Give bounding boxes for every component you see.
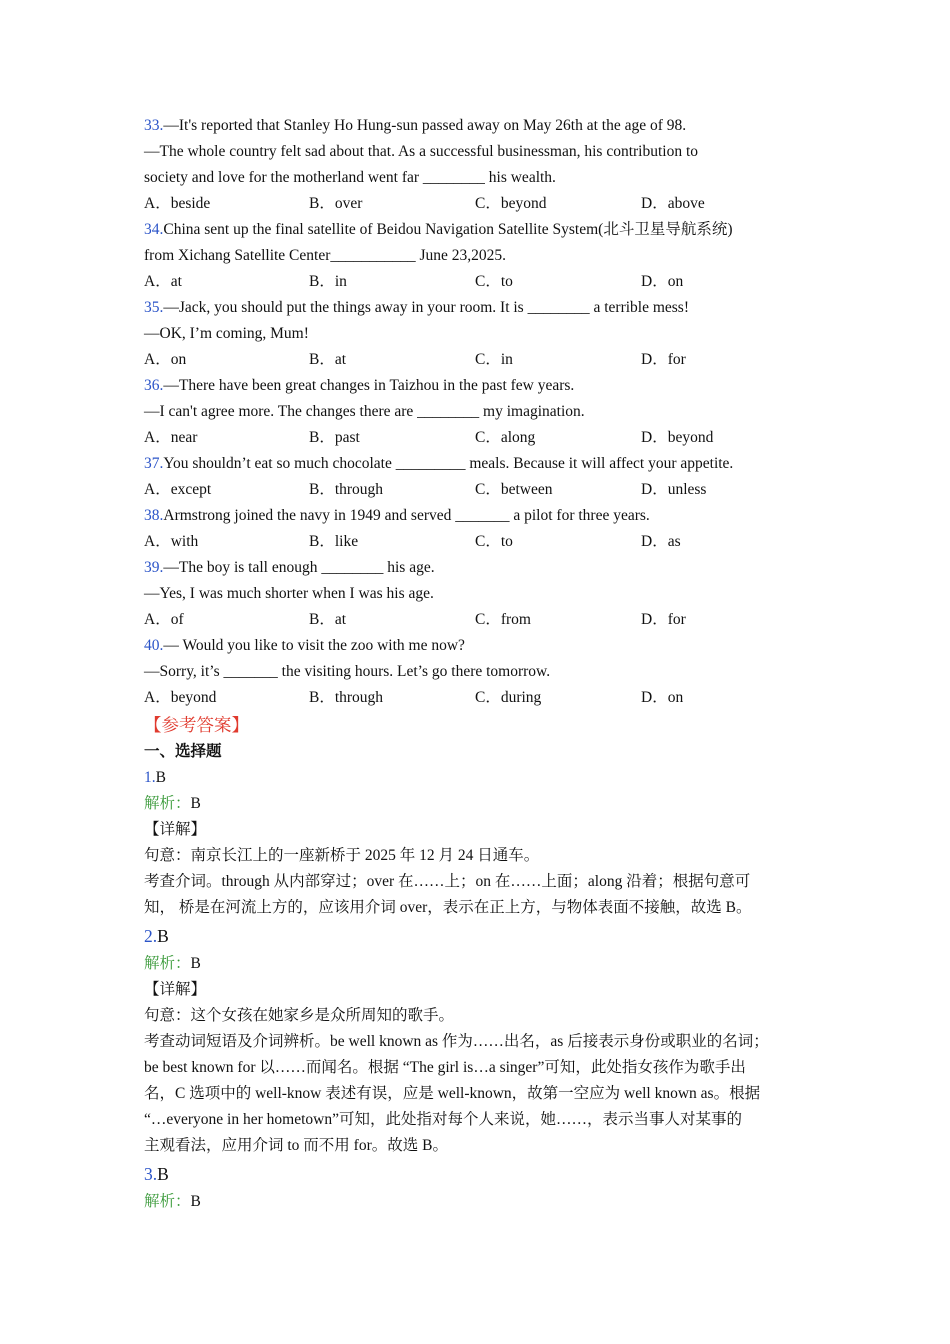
option-b: B．past bbox=[309, 429, 360, 446]
option-a: A．except bbox=[144, 481, 212, 498]
question-text: You shouldn’t eat so much chocolate _________ meals. Because it will affect your appetite. bbox=[163, 455, 734, 472]
option-c: C．to bbox=[475, 273, 513, 290]
explanation-line: 知， 桥是在河流上方的，应该用介词 over，表示在正上方，与物体表面不接触，故选 B。 bbox=[144, 899, 752, 916]
analysis-value: B bbox=[190, 1193, 201, 1210]
explanation-line: 句意：南京长江上的一座新桥于 2025 年 12 月 24 日通车。 bbox=[144, 847, 540, 864]
option-c: C．during bbox=[475, 689, 542, 706]
question-line bbox=[144, 165, 824, 191]
question-block bbox=[144, 503, 824, 555]
question-number: 35. bbox=[144, 299, 164, 316]
question-number: 36. bbox=[144, 377, 164, 394]
question-line bbox=[144, 243, 824, 269]
option-d: D．beyond bbox=[641, 429, 714, 446]
question-line bbox=[144, 217, 824, 243]
option-a: A．at bbox=[144, 273, 182, 290]
option-a: A．with bbox=[144, 533, 199, 550]
answer-number: 3. bbox=[144, 1164, 158, 1184]
options-row bbox=[144, 269, 824, 295]
detail-label: 【详解】 bbox=[144, 981, 207, 998]
question-block bbox=[144, 373, 824, 451]
question-text: —There have been great changes in Taizhou in the past few years. bbox=[163, 377, 575, 394]
question-text: —OK, I’m coming, Mum! bbox=[144, 325, 309, 342]
option-c: C．to bbox=[475, 533, 513, 550]
answer-section-subtitle: 一、选择题 bbox=[144, 743, 222, 760]
explanation-line: 主观看法，应用介词 to 而不用 for。故选 B。 bbox=[144, 1137, 448, 1154]
document-content bbox=[144, 113, 824, 1215]
option-d: D．for bbox=[641, 611, 686, 628]
analysis-label: 解析： bbox=[144, 1193, 191, 1210]
options-row bbox=[144, 529, 824, 555]
answer-section-title: 【参考答案】 bbox=[144, 715, 249, 735]
detail-label: 【详解】 bbox=[144, 821, 207, 838]
answer-number: 1. bbox=[144, 769, 156, 786]
explanation-line: 名，C 选项中的 well-know 表述有误，应是 well-known，故第一空应为 well known as。根据 bbox=[144, 1085, 761, 1102]
analysis-line bbox=[144, 951, 824, 977]
options-row bbox=[144, 425, 824, 451]
option-d: D．above bbox=[641, 195, 705, 212]
answer-heading bbox=[144, 765, 824, 791]
analysis-line bbox=[144, 1189, 824, 1215]
question-number: 39. bbox=[144, 559, 164, 576]
question-line bbox=[144, 555, 824, 581]
explanation-line: 考查介词。through 从内部穿过；over 在……上；on 在……上面；along 沿着；根据句意可 bbox=[144, 873, 751, 890]
answer-block bbox=[144, 765, 824, 921]
options-row bbox=[144, 347, 824, 373]
option-c: C．from bbox=[475, 611, 531, 628]
option-a: A．of bbox=[144, 611, 184, 628]
option-b: B．through bbox=[309, 481, 384, 498]
question-block bbox=[144, 295, 824, 373]
answer-heading bbox=[144, 1159, 824, 1189]
option-d: D．for bbox=[641, 351, 686, 368]
answer-block bbox=[144, 1159, 824, 1215]
explanation-line: “…everyone in her hometown”可知，此处指对每个人来说，她……，表示当事人对某事的 bbox=[144, 1111, 742, 1128]
question-block bbox=[144, 451, 824, 503]
answer-letter: B bbox=[155, 769, 166, 786]
question-text: society and love for the motherland went far ________ his wealth. bbox=[144, 169, 556, 186]
option-a: A．beside bbox=[144, 195, 211, 212]
option-d: D．unless bbox=[641, 481, 707, 498]
explanation-line: be best known for 以……而闻名。根据 “The girl is…a singer”可知，此处指女孩作为歌手出 bbox=[144, 1059, 746, 1076]
answer-letter: B bbox=[157, 926, 169, 946]
analysis-label: 解析： bbox=[144, 955, 191, 972]
question-text: China sent up the final satellite of Beidou Navigation Satellite System(北斗卫星导航系统) bbox=[163, 221, 733, 238]
question-block bbox=[144, 633, 824, 711]
options-row bbox=[144, 607, 824, 633]
question-block bbox=[144, 217, 824, 295]
question-text: Armstrong joined the navy in 1949 and served _______ a pilot for three years. bbox=[163, 507, 650, 524]
question-block bbox=[144, 555, 824, 633]
option-a: A．near bbox=[144, 429, 198, 446]
option-b: B．through bbox=[309, 689, 384, 706]
question-line bbox=[144, 451, 824, 477]
option-b: B．like bbox=[309, 533, 359, 550]
option-c: C．beyond bbox=[475, 195, 547, 212]
option-a: A．on bbox=[144, 351, 187, 368]
question-line bbox=[144, 503, 824, 529]
options-row bbox=[144, 477, 824, 503]
question-line bbox=[144, 373, 824, 399]
question-text: from Xichang Satellite Center___________ June 23,2025. bbox=[144, 247, 507, 264]
answer-number: 2. bbox=[144, 926, 158, 946]
question-line bbox=[144, 139, 824, 165]
question-line bbox=[144, 659, 824, 685]
analysis-value: B bbox=[190, 795, 201, 812]
question-number: 38. bbox=[144, 507, 164, 524]
question-text: —It's reported that Stanley Ho Hung-sun passed away on May 26th at the age of 98. bbox=[163, 117, 687, 134]
question-number: 33. bbox=[144, 117, 164, 134]
question-line bbox=[144, 321, 824, 347]
analysis-line bbox=[144, 791, 824, 817]
question-text: —Jack, you should put the things away in your room. It is ________ a terrible mess! bbox=[163, 299, 690, 316]
question-text: —Yes, I was much shorter when I was his age. bbox=[144, 585, 434, 602]
question-text: —I can't agree more. The changes there are ________ my imagination. bbox=[144, 403, 585, 420]
question-block bbox=[144, 113, 824, 217]
question-line bbox=[144, 633, 824, 659]
question-number: 34. bbox=[144, 221, 164, 238]
question-text: —Sorry, it’s _______ the visiting hours. Let’s go there tomorrow. bbox=[144, 663, 551, 680]
options-row bbox=[144, 191, 824, 217]
option-d: D．on bbox=[641, 689, 684, 706]
option-b: B．at bbox=[309, 351, 347, 368]
option-b: B．over bbox=[309, 195, 363, 212]
question-line bbox=[144, 295, 824, 321]
option-d: D．on bbox=[641, 273, 684, 290]
explanation-line: 句意：这个女孩在她家乡是众所周知的歌手。 bbox=[144, 1007, 455, 1024]
analysis-label: 解析： bbox=[144, 795, 191, 812]
explanation-line: 考查动词短语及介词辨析。be well known as 作为……出名，as 后接表示身份或职业的名词； bbox=[144, 1033, 769, 1050]
question-text: —The boy is tall enough ________ his age. bbox=[163, 559, 435, 576]
question-number: 37. bbox=[144, 455, 164, 472]
option-c: C．along bbox=[475, 429, 536, 446]
answer-letter: B bbox=[157, 1164, 169, 1184]
answer-block bbox=[144, 921, 824, 1159]
question-text: — Would you like to visit the zoo with me now? bbox=[163, 637, 465, 654]
question-line bbox=[144, 399, 824, 425]
option-a: A．beyond bbox=[144, 689, 217, 706]
answer-heading bbox=[144, 921, 824, 951]
option-b: B．in bbox=[309, 273, 347, 290]
question-number: 40. bbox=[144, 637, 164, 654]
question-text: —The whole country felt sad about that. As a successful businessman, his contribution to bbox=[144, 143, 699, 160]
analysis-value: B bbox=[190, 955, 201, 972]
option-c: C．between bbox=[475, 481, 553, 498]
options-row bbox=[144, 685, 824, 711]
option-b: B．at bbox=[309, 611, 347, 628]
question-line bbox=[144, 113, 824, 139]
question-line bbox=[144, 581, 824, 607]
option-c: C．in bbox=[475, 351, 513, 368]
option-d: D．as bbox=[641, 533, 681, 550]
